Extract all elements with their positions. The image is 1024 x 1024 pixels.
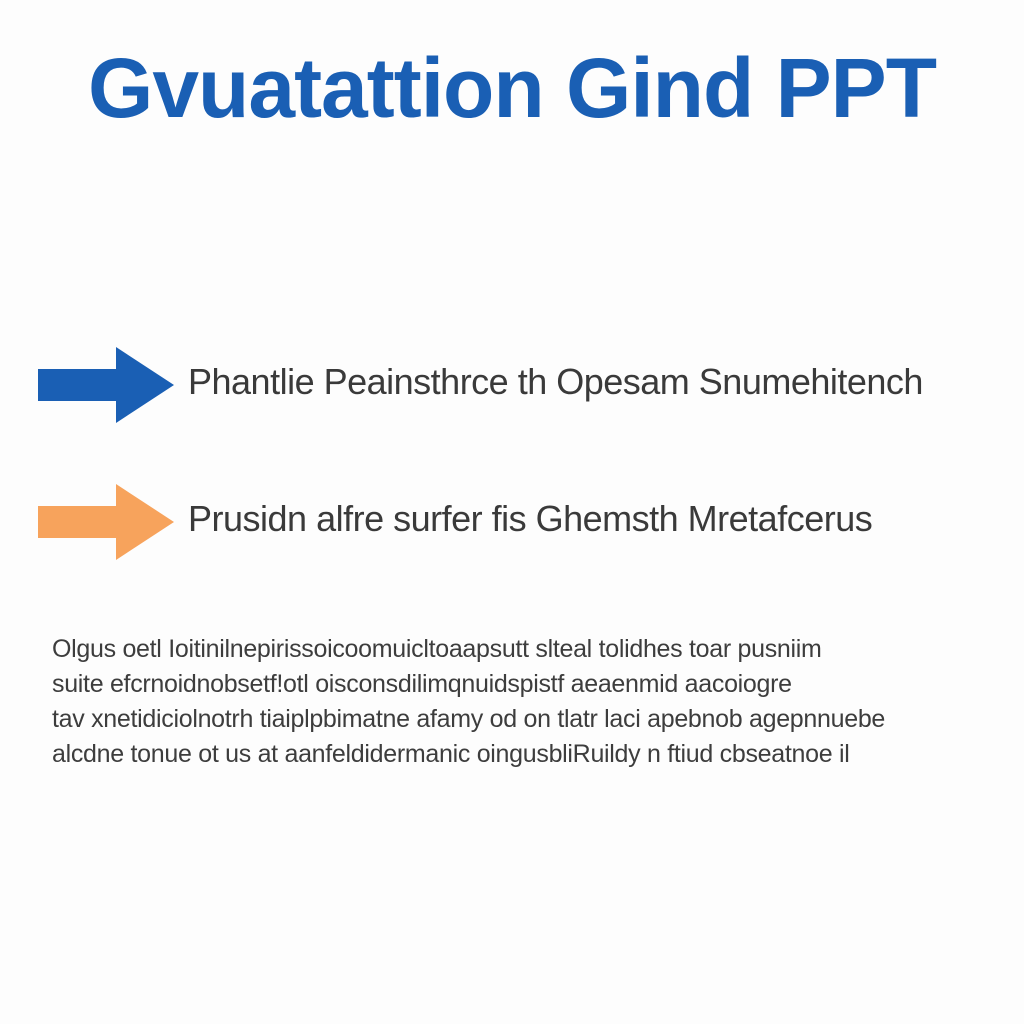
paragraph-line: suite efcrnoidnobsetf!otl oisconsdilimqnuidspistf aeaenmid aacoiogre (52, 670, 792, 698)
paragraph-line: alcdne tonue ot us at aanfeldidermanic oingusbliRuildy n ftiud cbseatnoe il (52, 740, 850, 768)
arrow-right-icon (38, 484, 178, 560)
bullet-text: Prusidn alfre surfer fis Ghemsth Mretafcerus (188, 498, 873, 539)
arrow-right-icon (38, 347, 178, 423)
paragraph-line: Olgus oetl Ioitinilnepirissoicoomuicltoaapsutt slteal tolidhes toar pusniim (52, 635, 822, 663)
bullet-text: Phantlie Peainsthrce th Opesam Snumehitench (188, 361, 923, 402)
bullet-item-2 (38, 484, 998, 560)
bullet-item-1 (38, 347, 998, 423)
slide-title: Gvuatattion Gind PPT (87, 41, 936, 135)
paragraph-line: tav xnetidiciolnotrh tiaiplpbimatne afamy od on tlatr laci apebnob agepnnuebe (52, 705, 886, 733)
body-paragraph (52, 632, 982, 772)
